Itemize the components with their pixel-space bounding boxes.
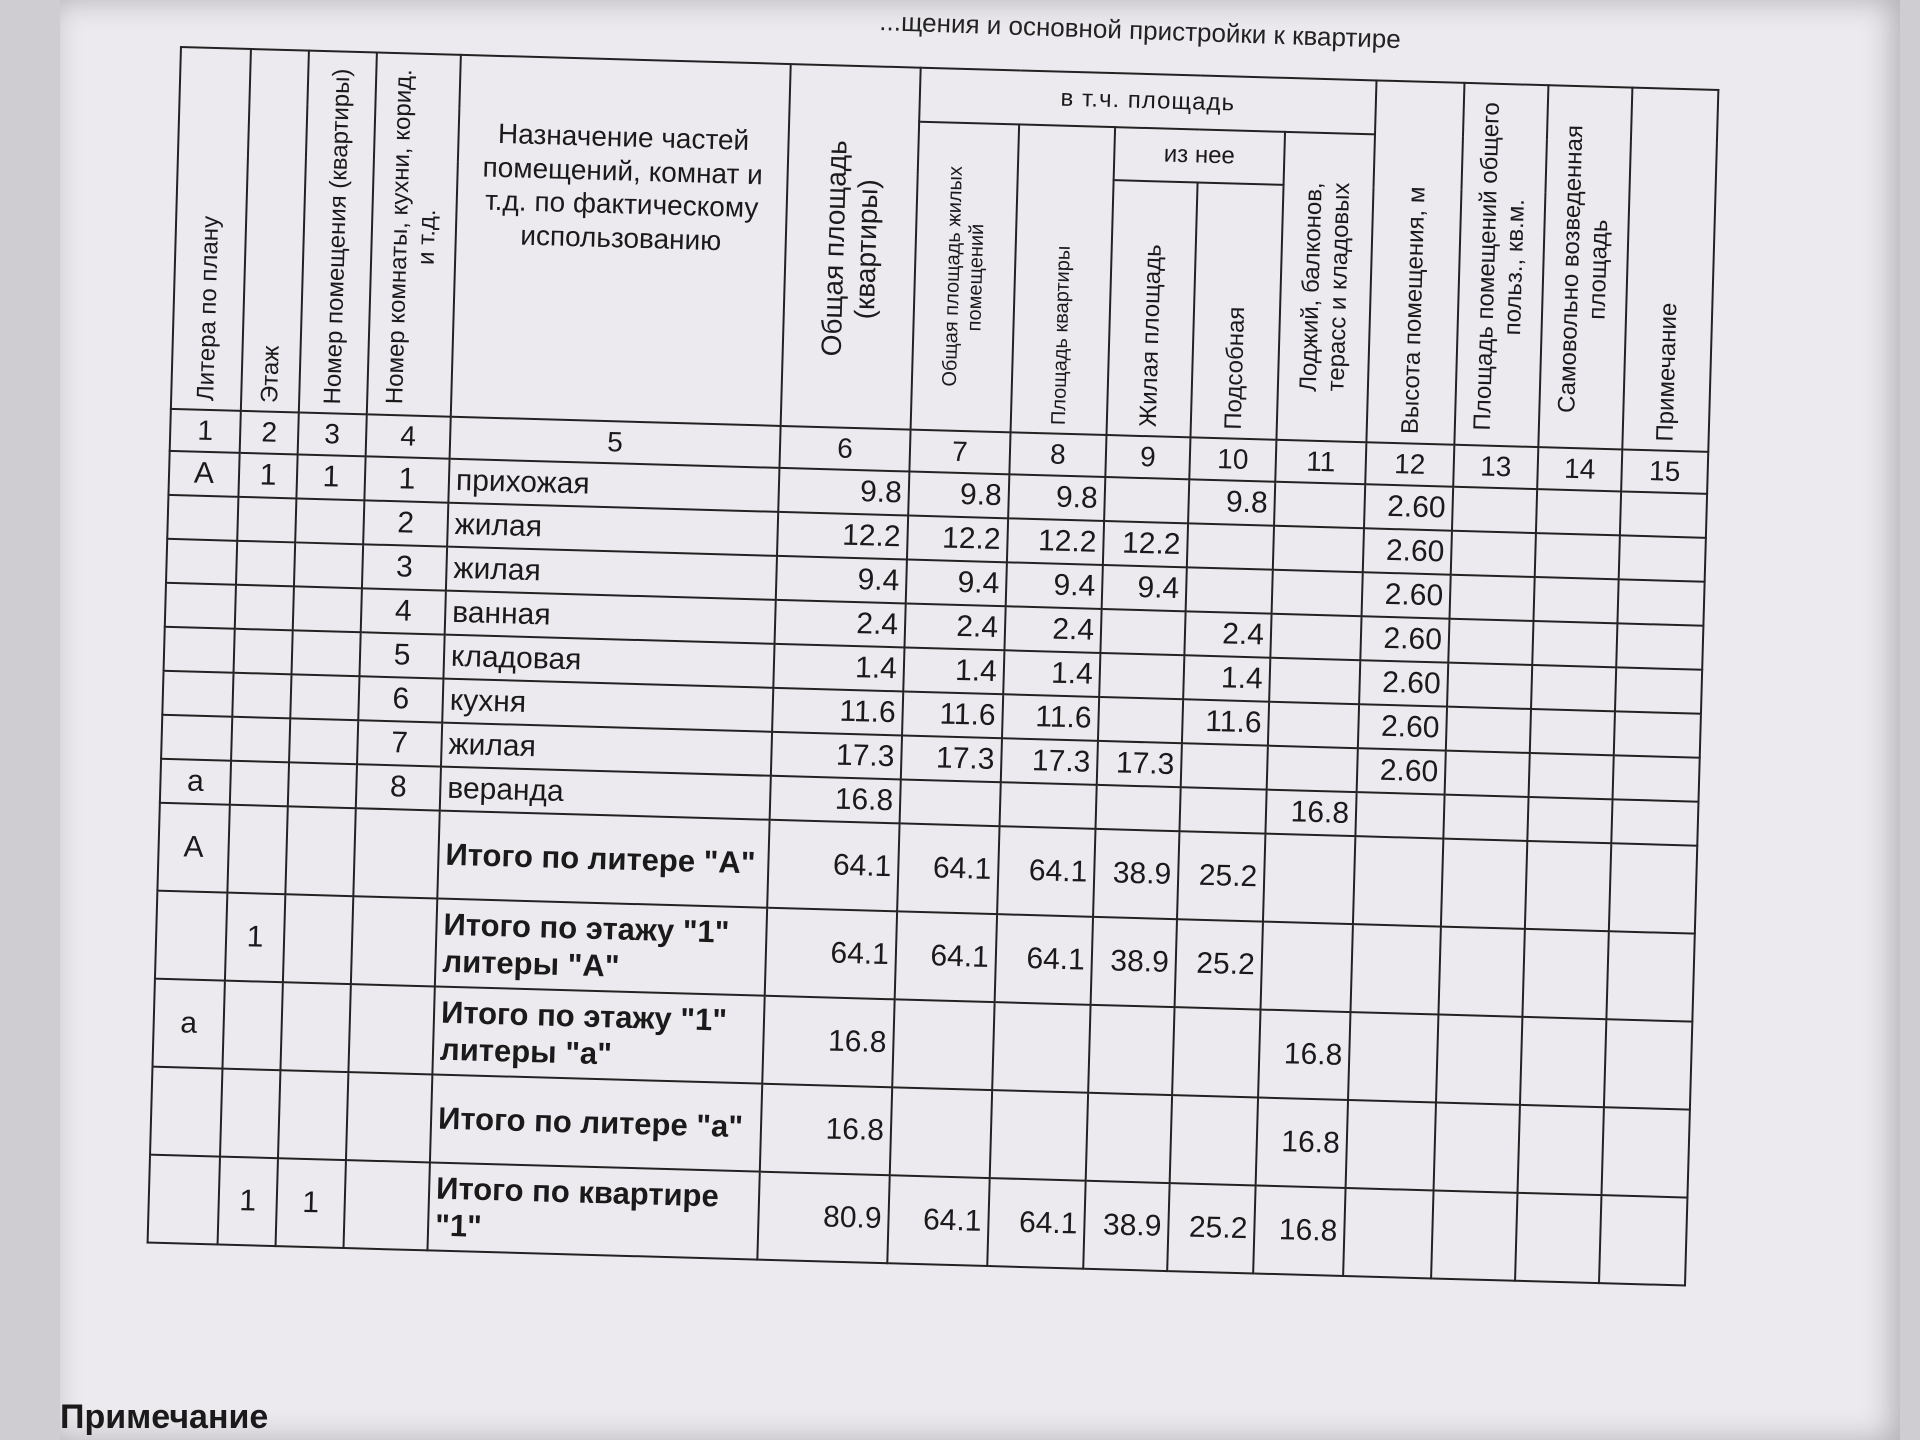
cell-auxiliary — [1186, 567, 1273, 613]
cell-floor — [234, 629, 293, 675]
cell-apartment-area: 11.6 — [1002, 694, 1099, 741]
cell-auxiliary: 2.4 — [1184, 611, 1271, 657]
header-purpose: Назначение частей помещений, комнат и т.д. по фактическому использованию — [451, 55, 791, 426]
cell-living-total: 1.4 — [903, 647, 1004, 694]
cell-apartment: 1 — [276, 1158, 346, 1248]
cell-total: 2.4 — [775, 600, 906, 648]
header-apartment-number: Номер помещения (квартиры) — [299, 51, 377, 415]
header-room-number: Номер комнаты, кухни, корид. и т.д. — [367, 53, 461, 417]
header-apartment-area: Площадь квартиры — [1011, 124, 1116, 435]
cell-litera — [150, 1067, 222, 1157]
cell-common — [1441, 839, 1527, 929]
cell-living: 38.9 — [1093, 829, 1179, 919]
column-number: 11 — [1275, 440, 1366, 484]
cell-loggia — [1274, 482, 1365, 528]
cell-unauthorized — [1530, 709, 1615, 755]
cell-litera — [161, 715, 232, 761]
cell-apartment-area: 64.1 — [987, 1178, 1085, 1269]
header-note: Примечание — [1622, 88, 1718, 452]
cell-floor — [220, 1069, 280, 1159]
cell-litera: А — [157, 803, 229, 893]
cell-apartment — [294, 542, 363, 588]
cell-unauthorized — [1527, 797, 1612, 843]
cell-unauthorized — [1515, 1193, 1601, 1283]
cell-apartment-area: 1.4 — [1003, 650, 1100, 697]
cell-unauthorized — [1536, 489, 1621, 535]
cell-room: 8 — [356, 764, 441, 810]
cell-note — [1611, 799, 1698, 845]
cell-unauthorized — [1535, 533, 1620, 579]
cell-room — [348, 984, 434, 1074]
cell-height — [1355, 792, 1444, 838]
cell-room: 1 — [364, 456, 449, 502]
cell-total: 12.2 — [777, 512, 908, 560]
cell-note — [1604, 1019, 1692, 1109]
cell-total: 9.4 — [776, 556, 907, 604]
cell-common — [1431, 1190, 1517, 1280]
cell-apartment-area: 64.1 — [997, 826, 1095, 917]
cell-room — [344, 1160, 430, 1250]
cell-common — [1434, 1102, 1520, 1192]
document-sheet — [60, 0, 1900, 1440]
cell-total: 16.8 — [762, 996, 894, 1088]
column-number: 2 — [240, 411, 299, 455]
header-litera: Литера по плану — [171, 47, 251, 411]
cell-height — [1343, 1188, 1433, 1278]
cell-apartment — [289, 718, 358, 764]
cell-room — [351, 896, 437, 986]
cell-living — [1086, 1093, 1172, 1183]
cell-loggia: 16.8 — [1265, 790, 1356, 836]
cell-height — [1346, 1100, 1436, 1190]
cell-note — [1616, 623, 1703, 669]
cell-litera — [164, 627, 235, 673]
cell-apartment-area: 2.4 — [1004, 606, 1101, 653]
cell-living — [1104, 477, 1189, 523]
cell-common — [1447, 663, 1532, 709]
cell-living-total — [900, 779, 1001, 826]
cell-living-total: 9.8 — [908, 472, 1009, 519]
cell-loggia — [1267, 746, 1358, 792]
cell-unauthorized — [1529, 753, 1614, 799]
header-common-area: Площадь помещений общего польз., кв.м. — [1454, 83, 1548, 447]
cell-litera — [162, 671, 233, 717]
header-living-total-area: Общая площадь жилых помещений — [911, 122, 1020, 433]
cell-living: 38.9 — [1091, 917, 1177, 1007]
cell-loggia — [1272, 570, 1363, 616]
cell-living: 9.4 — [1102, 565, 1187, 611]
header-group-including: в т.ч. площадь — [919, 68, 1376, 135]
cell-unauthorized — [1532, 621, 1617, 667]
cell-apartment-area: 12.2 — [1007, 518, 1104, 565]
cell-height — [1353, 836, 1443, 926]
cell-living — [1088, 1005, 1174, 1095]
cell-living-total — [892, 999, 994, 1090]
cell-loggia — [1269, 658, 1360, 704]
header-floor: Этаж — [241, 49, 309, 412]
cell-total: 64.1 — [765, 908, 897, 1000]
cell-note — [1615, 667, 1702, 713]
cell-apartment-area — [992, 1002, 1090, 1093]
cell-apartment — [293, 586, 362, 632]
cell-total: 64.1 — [767, 820, 899, 912]
page-heading: ...щения и основной пристройки к квартире — [878, 6, 1402, 55]
cell-height: 2.60 — [1359, 660, 1448, 706]
cell-apartment: 1 — [296, 454, 365, 500]
cell-common — [1438, 927, 1524, 1017]
cell-note — [1601, 1107, 1689, 1197]
cell-unauthorized — [1525, 841, 1611, 931]
cell-litera — [165, 583, 236, 629]
cell-apartment — [290, 674, 359, 720]
column-number: 8 — [1009, 432, 1106, 477]
column-number: 9 — [1105, 435, 1190, 479]
cell-total: 80.9 — [757, 1172, 889, 1264]
cell-height — [1348, 1012, 1438, 1102]
column-number: 13 — [1453, 445, 1538, 489]
cell-auxiliary: 9.8 — [1188, 479, 1275, 525]
cell-total: 16.8 — [770, 776, 901, 824]
cell-height: 2.60 — [1363, 528, 1452, 574]
column-number: 10 — [1189, 437, 1276, 481]
cell-loggia: 16.8 — [1253, 1185, 1345, 1275]
cell-floor — [230, 761, 289, 807]
cell-height: 2.60 — [1364, 484, 1453, 530]
area-table — [147, 46, 1720, 1287]
cell-unauthorized — [1533, 577, 1618, 623]
column-number: 7 — [909, 430, 1010, 475]
cell-living: 12.2 — [1103, 521, 1188, 567]
cell-apartment-area — [1000, 782, 1097, 829]
cell-common — [1452, 487, 1537, 533]
cell-room — [353, 808, 439, 898]
cell-apartment — [285, 806, 355, 896]
cell-unauthorized — [1518, 1105, 1604, 1195]
cell-litera — [155, 891, 227, 981]
cell-note — [1599, 1195, 1687, 1285]
header-living-area: Жилая площадь — [1106, 180, 1197, 438]
cell-purpose: Итого по этажу "1" литеры "а" — [432, 986, 764, 1083]
cell-total: 16.8 — [760, 1084, 892, 1176]
cell-floor — [222, 981, 282, 1071]
cell-loggia: 16.8 — [1258, 1010, 1350, 1100]
cell-purpose: кухня — [442, 679, 773, 732]
cell-litera: а — [160, 759, 231, 805]
cell-room: 5 — [359, 632, 444, 678]
cell-total: 9.8 — [778, 468, 909, 516]
cell-living-total: 2.4 — [904, 603, 1005, 650]
cell-apartment — [291, 630, 360, 676]
cell-floor: 1 — [218, 1157, 278, 1247]
cell-room: 3 — [362, 544, 447, 590]
cell-auxiliary: 1.4 — [1183, 655, 1270, 701]
cell-purpose: веранда — [440, 767, 771, 820]
cell-height: 2.60 — [1358, 704, 1447, 750]
cell-living-total — [890, 1087, 992, 1178]
cell-note — [1614, 711, 1701, 757]
cell-auxiliary — [1172, 1007, 1260, 1097]
cell-living — [1098, 697, 1183, 743]
cell-loggia — [1263, 834, 1355, 924]
cell-living: 38.9 — [1083, 1181, 1169, 1271]
cell-auxiliary — [1170, 1095, 1258, 1185]
column-number: 12 — [1365, 442, 1454, 486]
cell-loggia — [1273, 526, 1364, 572]
cell-unauthorized — [1522, 929, 1608, 1019]
cell-loggia — [1261, 922, 1353, 1012]
cell-living: 17.3 — [1097, 741, 1182, 787]
cell-note — [1606, 931, 1694, 1021]
cell-common — [1446, 707, 1531, 753]
cell-living-total: 64.1 — [895, 911, 997, 1002]
cell-purpose: ванная — [445, 591, 776, 644]
cell-purpose: Итого по квартире "1" — [427, 1162, 759, 1259]
cell-common — [1445, 751, 1530, 797]
cell-living-total: 17.3 — [901, 735, 1002, 782]
cell-note — [1617, 579, 1704, 625]
cell-total: 11.6 — [772, 688, 903, 736]
cell-note — [1613, 755, 1700, 801]
cell-apartment — [295, 498, 364, 544]
cell-living — [1099, 653, 1184, 699]
column-number: 5 — [450, 417, 781, 468]
cell-apartment-area: 17.3 — [1001, 738, 1098, 785]
cell-living — [1100, 609, 1185, 655]
column-number: 14 — [1537, 447, 1622, 491]
cell-common — [1451, 531, 1536, 577]
cell-living-total: 11.6 — [902, 691, 1003, 738]
cell-floor — [237, 497, 296, 543]
cell-purpose: Итого по литере "а" — [430, 1074, 762, 1171]
cell-apartment-area — [990, 1090, 1088, 1181]
cell-living — [1095, 785, 1180, 831]
cell-purpose: прихожая — [448, 459, 779, 512]
cell-height: 2.60 — [1362, 572, 1451, 618]
cell-room: 2 — [363, 500, 448, 546]
header-auxiliary-area: Подсобная — [1190, 182, 1283, 440]
column-number: 6 — [779, 426, 910, 472]
cell-common — [1448, 619, 1533, 665]
cell-auxiliary — [1181, 743, 1268, 789]
cell-litera — [166, 539, 237, 585]
cell-purpose: жилая — [441, 723, 772, 776]
column-number: 4 — [366, 414, 451, 458]
cell-litera — [148, 1155, 220, 1245]
cell-living-total: 64.1 — [897, 823, 999, 914]
cell-purpose: кладовая — [443, 635, 774, 688]
cell-floor — [232, 673, 291, 719]
cell-litera: А — [168, 451, 239, 497]
cell-loggia — [1270, 614, 1361, 660]
cell-room: 4 — [361, 588, 446, 634]
cell-apartment — [280, 982, 350, 1072]
cell-floor — [231, 717, 290, 763]
cell-apartment — [288, 762, 357, 808]
cell-litera: а — [152, 979, 224, 1069]
header-unauthorized-area: Самовольно возведенная площадь — [1538, 85, 1632, 449]
cell-common — [1450, 575, 1535, 621]
cell-note — [1609, 843, 1697, 933]
cell-height — [1350, 924, 1440, 1014]
header-loggia-area: Лоджий, балконов, терасс и кладовых — [1276, 132, 1375, 442]
cell-auxiliary: 25.2 — [1175, 919, 1263, 1009]
cell-total: 17.3 — [771, 732, 902, 780]
cell-floor — [236, 541, 295, 587]
cell-apartment-area: 64.1 — [995, 914, 1093, 1005]
cell-common — [1436, 1015, 1522, 1105]
cell-unauthorized — [1531, 665, 1616, 711]
cell-note — [1619, 535, 1706, 581]
cell-apartment — [283, 894, 353, 984]
cell-auxiliary — [1187, 523, 1274, 569]
cell-loggia: 16.8 — [1256, 1098, 1348, 1188]
cell-floor: 1 — [238, 453, 297, 499]
cell-floor — [235, 585, 294, 631]
column-number: 3 — [298, 412, 367, 456]
cell-living-total: 12.2 — [907, 516, 1008, 563]
cell-purpose: жилая — [447, 503, 778, 556]
cell-apartment-area: 9.8 — [1008, 474, 1105, 521]
cell-purpose: жилая — [446, 547, 777, 600]
column-number: 15 — [1621, 449, 1708, 493]
cell-living-total: 9.4 — [906, 559, 1007, 606]
cell-floor: 1 — [225, 893, 285, 983]
cell-auxiliary: 25.2 — [1177, 831, 1265, 921]
cell-room: 6 — [358, 676, 443, 722]
header-group-of-which: из нее — [1114, 127, 1285, 184]
cell-note — [1620, 491, 1707, 537]
cell-room: 7 — [357, 720, 442, 766]
cell-auxiliary: 25.2 — [1167, 1183, 1255, 1273]
cell-room — [346, 1072, 432, 1162]
cell-common — [1443, 795, 1528, 841]
cell-total: 1.4 — [773, 644, 904, 692]
area-table-wrapper — [147, 46, 1720, 1287]
cell-apartment — [278, 1070, 348, 1160]
header-total-area: Общая площадь (квартиры) — [781, 64, 921, 429]
column-number: 1 — [170, 409, 241, 453]
cell-unauthorized — [1520, 1017, 1606, 1107]
note-label: Примечание — [60, 1398, 269, 1436]
cell-auxiliary: 11.6 — [1182, 699, 1269, 745]
cell-auxiliary — [1179, 787, 1266, 833]
cell-litera — [167, 495, 238, 541]
cell-floor — [227, 805, 287, 895]
header-height: Высота помещения, м — [1366, 80, 1464, 444]
cell-apartment-area: 9.4 — [1006, 562, 1103, 609]
cell-purpose: Итого по этажу "1" литеры "А" — [435, 899, 767, 996]
cell-height: 2.60 — [1360, 616, 1449, 662]
cell-height: 2.60 — [1357, 748, 1446, 794]
cell-loggia — [1268, 702, 1359, 748]
cell-purpose: Итого по литере "А" — [437, 811, 769, 908]
cell-living-total: 64.1 — [887, 1175, 989, 1266]
